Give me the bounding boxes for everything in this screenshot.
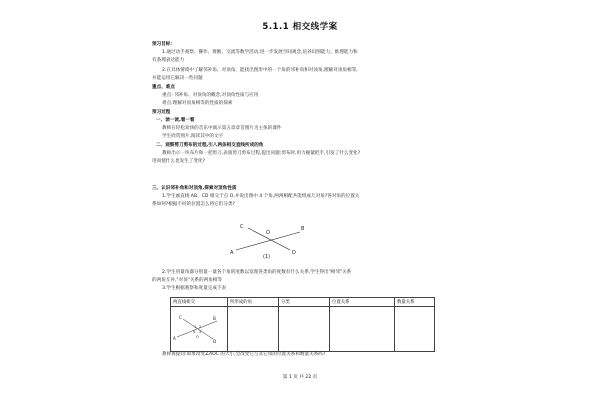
document-page [150, 12, 450, 392]
key-point-line: 重点: 邻补角、对顶角的概念,对顶角性质与应用 [162, 93, 259, 98]
table-header-row [171, 298, 435, 307]
tbl-label-a: A [173, 336, 176, 341]
table-header-cell: 位置关系 [330, 298, 395, 307]
label-o: O [266, 230, 270, 236]
table-cell-figure [171, 307, 228, 352]
key-points-heading: 重点、难点 [152, 85, 175, 90]
tbl-label-c: C [179, 315, 182, 320]
step-3-text-b: 系如何?根据不同的位置怎么将它们分类? [152, 202, 235, 207]
preview-goal-2-line-1: 2.在具体情境中了解邻补角、对顶角，能找出图形中的一个角的邻补角和对顶角,理解对顶角相等, [162, 68, 358, 73]
tbl-angle-3: 3 [199, 330, 202, 334]
tbl-label-b: B [213, 316, 216, 321]
step-2-text-b: 进而使什么也发生了变化? [152, 159, 205, 164]
step-4-text-b: 的两角互补,"对顶"关系的两角相等 [152, 278, 223, 283]
closing-question: 教师再提问:如果改变∠AOC 的大小,会改变它与其它角的位置关系和数量关系吗? [162, 352, 326, 357]
table-cell [330, 307, 395, 352]
preview-goal-1-line-2: 有条理表达能力 [152, 58, 185, 63]
tbl-label-d: D [213, 339, 217, 344]
preview-goal-1-line-1: 1.通过动手观察、操作、推断、交流等数学活动,进一步发展空间观念,培养识图能力、推理能力和 [162, 50, 358, 55]
step-3-text-a: 1.学生画直线 AB、CD 相交于点 O,并说出图中 4 个角,两两相配共能组成几对角?各对角的位置关 [162, 194, 360, 199]
tbl-angle-4: 4 [193, 330, 196, 334]
label-a: A [230, 250, 234, 256]
figure-caption: (1) [263, 254, 271, 260]
tbl-label-o: O [196, 335, 199, 339]
tbl-angle-1: 1 [194, 325, 197, 329]
step-3-heading: 三、认识邻补角和对顶角,探索对顶角性质 [152, 186, 237, 191]
preview-goal-2-line-2: 并能运用它解决一些问题 [152, 76, 203, 81]
table-cell [395, 307, 435, 352]
step-4-text-a: 2.学生用量角器分别量一量各个角的度数以发现各类角的度数有什么关系,学生得出"相邻"关系 [162, 270, 352, 275]
step-4-text-c: 3.学生根据观察和度量完成下表 [162, 286, 227, 291]
step-2-text-a: 教师出示一块布片和一把剪刀,表演剪刀剪布过程,提出问题:剪布时,用力握紧把手,引发了什么变化? [162, 151, 361, 156]
step-1-text-a: 教师在轻松欢快的音乐中演示第五章章首图片为主体的课件 [162, 126, 282, 131]
label-b: B [301, 226, 305, 232]
table-intersecting-lines-figure [171, 307, 223, 351]
table-row [171, 307, 435, 352]
table-header-cell: 所形成的角 [228, 298, 279, 307]
label-c: C [240, 224, 244, 230]
step-1-text-b: 学生欣赏图片,阅读其中的文字 [162, 134, 224, 139]
table-header-cell: 两直线相交 [171, 298, 228, 307]
table-cell [228, 307, 279, 352]
page-title: 5.1.1 相交线学案 [262, 22, 338, 32]
label-d: D [292, 250, 296, 256]
table-header-cell: 数量关系 [395, 298, 435, 307]
difficulty-line: 难点:理解对顶角相等的性质的探索 [162, 101, 233, 106]
preview-goals-heading: 预习目标： [152, 42, 175, 47]
step-1-heading: 一、读一读,看一看 [156, 118, 195, 123]
step-2-heading: 二、观察剪刀剪布的过程,引入两条相交直线所成的角 [156, 143, 264, 148]
process-heading: 预习过程 [152, 110, 171, 115]
intersecting-lines-figure [150, 212, 450, 272]
angle-classification-table [170, 297, 435, 352]
page-footer: 第 1 页 共 22 页 [282, 375, 318, 380]
table-header-cell: 分类 [279, 298, 330, 307]
tbl-angle-2: 2 [199, 325, 202, 329]
table-cell [279, 307, 330, 352]
